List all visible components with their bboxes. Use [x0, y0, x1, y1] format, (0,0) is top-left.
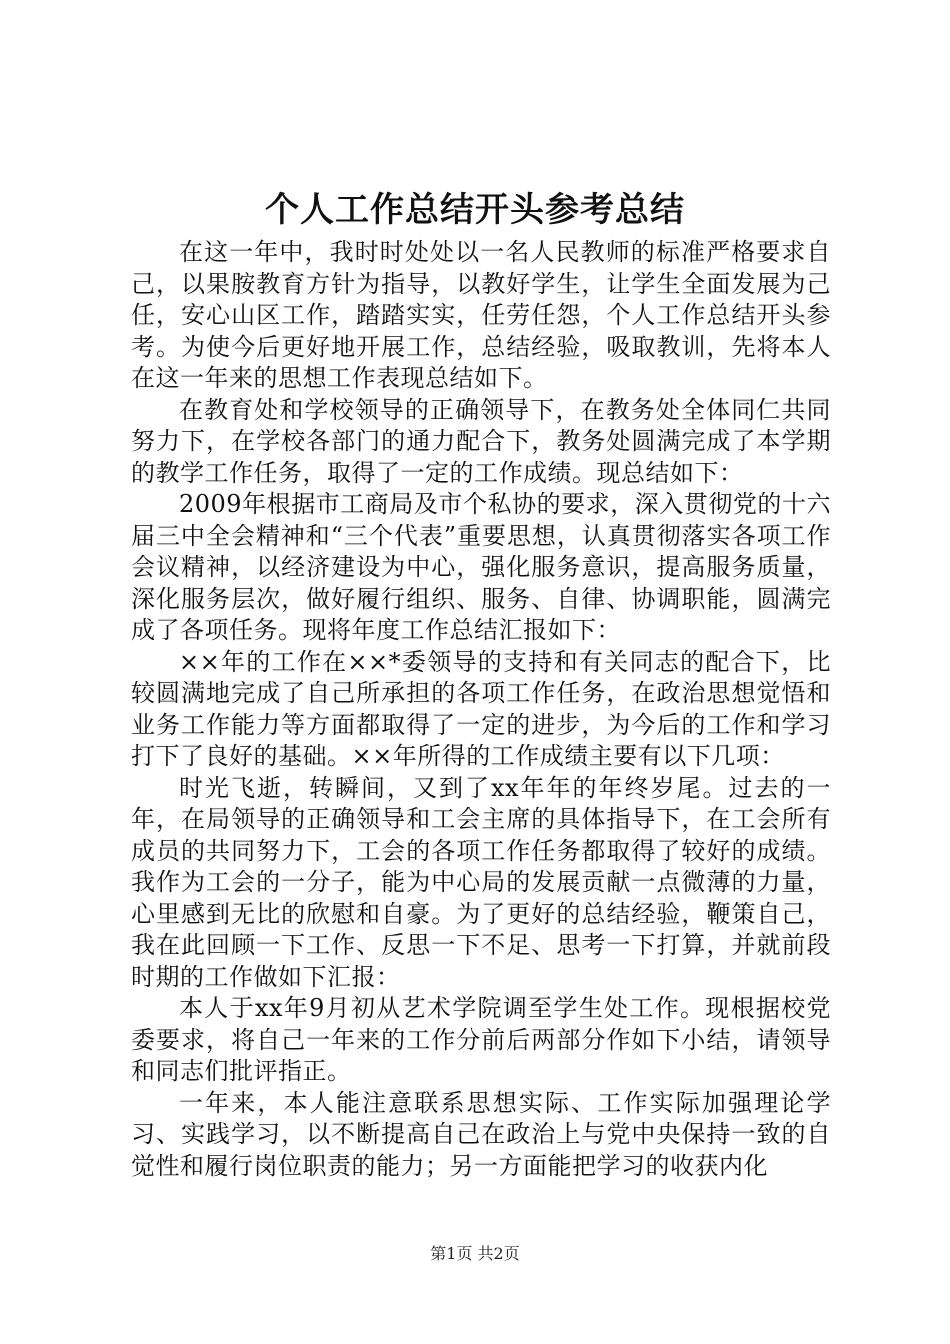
- document-body: [131, 237, 831, 1182]
- paragraph: ××年的工作在××*委领导的支持和有关同志的配合下，比较圆满地完成了自己所承担的各项工作任务，在政治思想觉悟和业务工作能力等方面都取得了一定的进步，为今后的工作和学习打下了良好的基础。××年所得的工作成绩主要有以下几项：: [131, 647, 831, 770]
- paragraph: 时光飞逝，转瞬间，又到了xx年年的年终岁尾。过去的一年，在局领导的正确领导和工会主席的具体指导下，在工会所有成员的共同努力下，工会的各项工作任务都取得了较好的成绩。我作为工会的一分子，能为中心局的发展贡献一点微薄的力量，心里感到无比的欣慰和自豪。为了更好的总结经验，鞭策自己，我在此回顾一下工作、反思一下不足、思考一下打算，并就前段时期的工作做如下汇报：: [131, 773, 831, 991]
- paragraph: 在这一年中，我时时处处以一名人民教师的标准严格要求自己，以果胺教育方针为指导，以教好学生，让学生全面发展为己任，安心山区工作，踏踏实实，任劳任怨，个人工作总结开头参考。为使今后更好地开展工作，总结经验，吸取教训，先将本人在这一年来的思想工作表现总结如下。: [131, 238, 831, 392]
- paragraph: 一年来，本人能注意联系思想实际、工作实际加强理论学习、实践学习，以不断提高自己在政治上与党中央保持一致的自觉性和履行岗位职责的能力；另一方面能把学习的收获内化: [131, 1088, 831, 1180]
- paragraph: 在教育处和学校领导的正确领导下，在教务处全体同仁共同努力下，在学校各部门的通力配合下，教务处圆满完成了本学期的教学工作任务，取得了一定的工作成绩。现总结如下：: [131, 395, 831, 487]
- page-number-footer: 第1页 共2页: [430, 1244, 520, 1263]
- paragraph: 2009年根据市工商局及市个私协的要求，深入贯彻党的十六届三中全会精神和“三个代表”重要思想，认真贯彻落实各项工作会议精神，以经济建设为中心，强化服务意识，提高服务质量，深化服务层次，做好履行组织、服务、自律、协调职能，圆满完成了各项任务。现将年度工作总结汇报如下：: [131, 490, 831, 644]
- paragraph: 本人于xx年9月初从艺术学院调至学生处工作。现根据校党委要求，将自己一年来的工作分前后两部分作如下小结，请领导和同志们批评指正。: [131, 994, 831, 1085]
- document-title: 个人工作总结开头参考总结: [265, 190, 685, 230]
